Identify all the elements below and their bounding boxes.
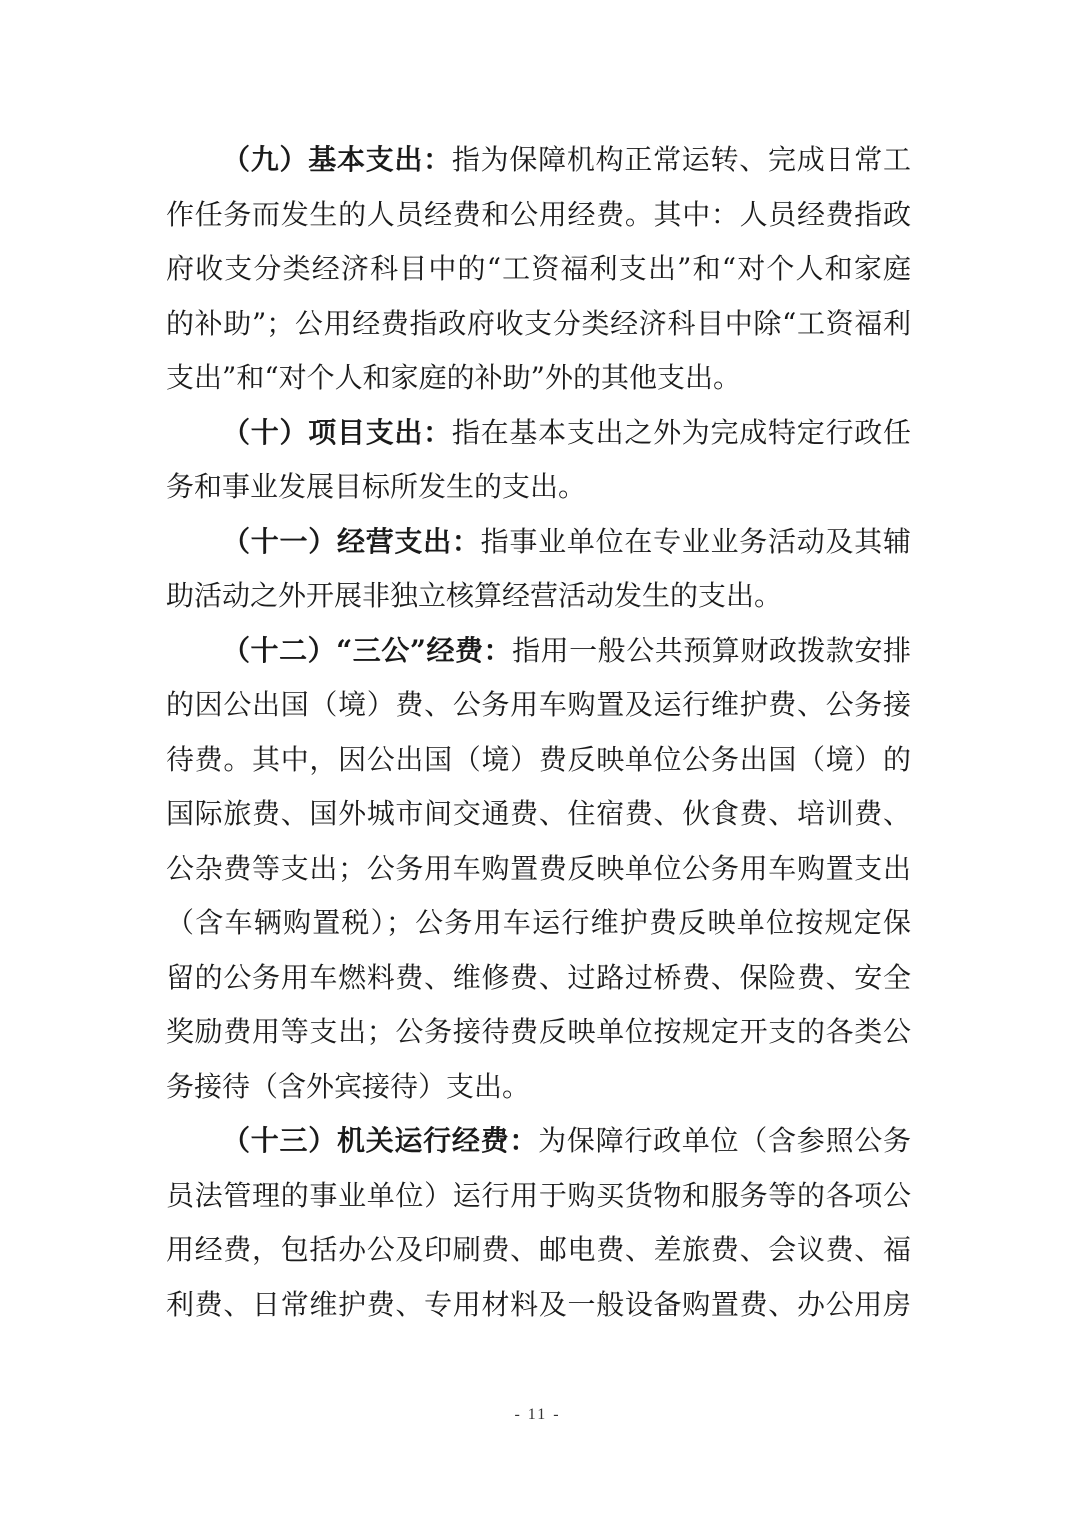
text-line: 员法管理的事业单位）运行用于购买货物和服务等的各项公	[166, 1178, 911, 1212]
text-line: 用经费，包括办公及印刷费、邮电费、差旅费、会议费、福	[166, 1233, 911, 1266]
text-segment: 指用一般公共预算财政拨款安排	[512, 633, 911, 667]
text-line: 的因公出国（境）费、公务用车购置及运行维护费、公务接	[166, 688, 911, 721]
text-line: 助活动之外开展非独立核算经营活动发生的支出。	[166, 579, 783, 612]
term-heading: （十二）“三公”经费：	[222, 633, 513, 667]
paragraph-three-public-expenses	[166, 624, 911, 1115]
term-heading: （十一）经营支出：	[222, 524, 481, 558]
text-line: 务和事业发展目标所发生的支出。	[166, 470, 587, 503]
text-line: 奖励费用等支出；公务接待费反映单位按规定开支的各类公	[166, 1015, 911, 1048]
text-line: 支出”和“对个人和家庭的补助”外的其他支出。	[166, 361, 741, 394]
term-heading: （十）项目支出：	[222, 415, 452, 449]
text-line: 作任务而发生的人员经费和公用经费。其中：人员经费指政	[166, 197, 911, 231]
page-number: - 11 -	[514, 1406, 561, 1423]
paragraph-project-expenditure	[166, 406, 911, 515]
paragraph-basic-expenditure	[166, 133, 911, 406]
text-segment: 指在基本支出之外为完成特定行政任	[451, 415, 911, 449]
text-line	[166, 133, 911, 188]
text-line: 公杂费等支出；公务用车购置费反映单位公务用车购置支出	[166, 851, 911, 885]
term-heading: （十三）机关运行经费：	[222, 1124, 539, 1157]
paragraph-operating-expenditure	[166, 515, 911, 624]
text-line: 利费、日常维护费、专用材料及一般设备购置费、办公用房	[166, 1287, 911, 1321]
text-line: 务接待（含外宾接待）支出。	[166, 1069, 531, 1103]
text-line: 留的公务用车燃料费、维修费、过路过桥费、保险费、安全	[166, 960, 911, 994]
text-line	[166, 624, 911, 679]
text-segment: 为保障行政单位（含参照公务	[538, 1124, 911, 1157]
text-line: （含车辆购置税）；公务用车运行维护费反映单位按规定保	[166, 906, 911, 939]
text-line	[166, 515, 911, 570]
text-line: 国际旅费、国外城市间交通费、住宿费、伙食费、培训费、	[166, 797, 911, 830]
term-heading: （九）基本支出：	[222, 143, 452, 176]
paragraph-agency-operating-expenses	[166, 1114, 911, 1332]
text-line	[166, 1114, 911, 1169]
text-line: 的补助”；公用经费指政府收支分类经济科目中除“工资福利	[166, 306, 911, 340]
text-segment: 指为保障机构正常运转、完成日常工	[451, 143, 911, 176]
text-line: 待费。其中，因公出国（境）费反映单位公务出国（境）的	[166, 742, 911, 776]
text-line: 府收支分类经济科目中的“工资福利支出”和“对个人和家庭	[166, 252, 911, 285]
document-body	[166, 133, 911, 1332]
text-line	[166, 406, 911, 461]
text-segment: 指事业单位在专业业务活动及其辅	[480, 524, 911, 558]
